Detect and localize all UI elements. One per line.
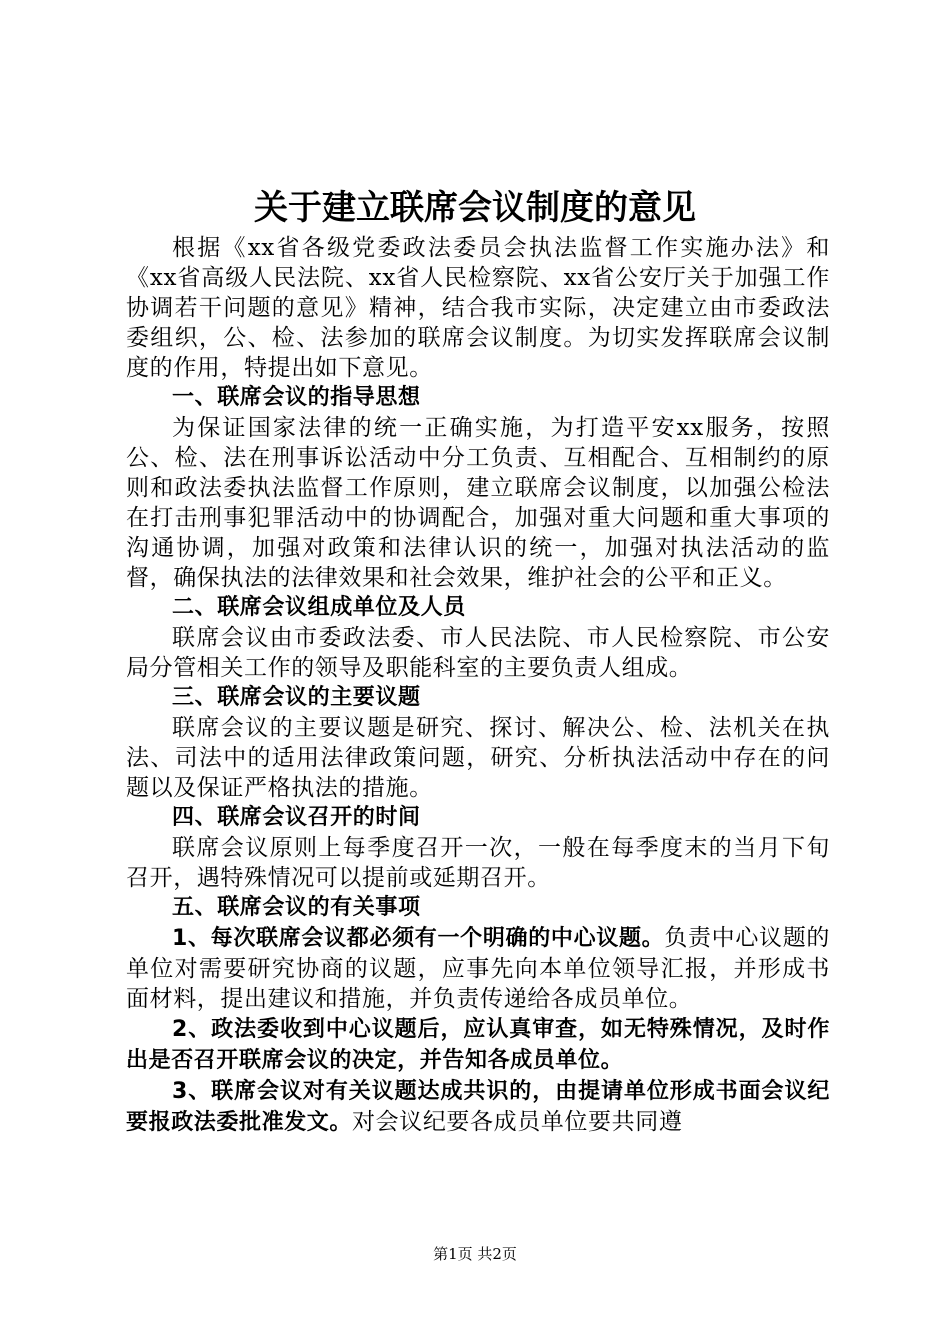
section-heading-2: 二、联席会议组成单位及人员 (172, 595, 466, 620)
item-lead-2: 2、政法委收到中心议题后，应认真审查，如无特殊情况，及时作出是否召开联席会议的决定，并告知各成员单位。 (126, 1017, 830, 1073)
item-paragraph-2 (126, 1014, 830, 1076)
document-body (126, 233, 830, 1138)
section-heading-3: 三、联席会议的主要议题 (172, 685, 421, 710)
item-rest-3: 对会议纪要各成员单位要共同遵 (352, 1109, 683, 1135)
section-heading-1: 一、联席会议的指导思想 (172, 385, 421, 410)
intro-paragraph: 根据《xx省各级党委政法委员会执法监督工作实施办法》和《xx省高级人民法院、xx省人民检察院、xx省公安厅关于加强工作协调若干问题的意见》精神，结合我市实际，决定建立由市委政法委组织，公、检、法参加的联席会议制度。为切实发挥联席会议制度的作用，特提出如下意见。 (126, 235, 830, 381)
item-paragraph-1 (126, 923, 830, 1014)
item-rest-1: 负责中心议题的单位对需要研究协商的议题，应事先向本单位领导汇报，并形成书面材料，提出建议和措施，并负责传递给各成员单位。 (126, 925, 831, 1012)
item-paragraph-3 (126, 1076, 830, 1138)
section-text-1: 为保证国家法律的统一正确实施，为打造平安xx服务，按照公、检、法在刑事诉讼活动中分工负责、互相配合、互相制约的原则和政法委执法监督工作原则，建立联席会议制度，以加强公检法在打击刑事犯罪活动中的协调配合，加强对重大问题和重大事项的沟通协调，加强对政策和法律认识的统一，加强对执法活动的监督，确保执法的法律效果和社会效果，维护社会的公平和正义。 (126, 415, 830, 591)
section-text-3: 联席会议的主要议题是研究、探讨、解决公、检、法机关在执法、司法中的适用法律政策问题，研究、分析执法活动中存在的问题以及保证严格执法的措施。 (126, 715, 830, 801)
section-heading-5: 五、联席会议的有关事项 (172, 895, 421, 920)
item-lead-3: 3、联席会议对有关议题达成共识的，由提请单位形成书面会议纪要报政法委批准发文。 (126, 1079, 830, 1135)
item-lead-1: 1、每次联席会议都必须有一个明确的中心议题。 (172, 926, 665, 951)
document-title: 关于建立联席会议制度的意见 (254, 188, 696, 228)
section-text-4: 联席会议原则上每季度召开一次，一般在每季度末的当月下旬召开，遇特殊情况可以提前或延期召开。 (126, 835, 830, 891)
section-heading-4: 四、联席会议召开的时间 (172, 805, 421, 830)
section-text-2: 联席会议由市委政法委、市人民法院、市人民检察院、市公安局分管相关工作的领导及职能科室的主要负责人组成。 (126, 625, 830, 681)
page-footer: 第1页 共2页 (433, 1245, 517, 1263)
